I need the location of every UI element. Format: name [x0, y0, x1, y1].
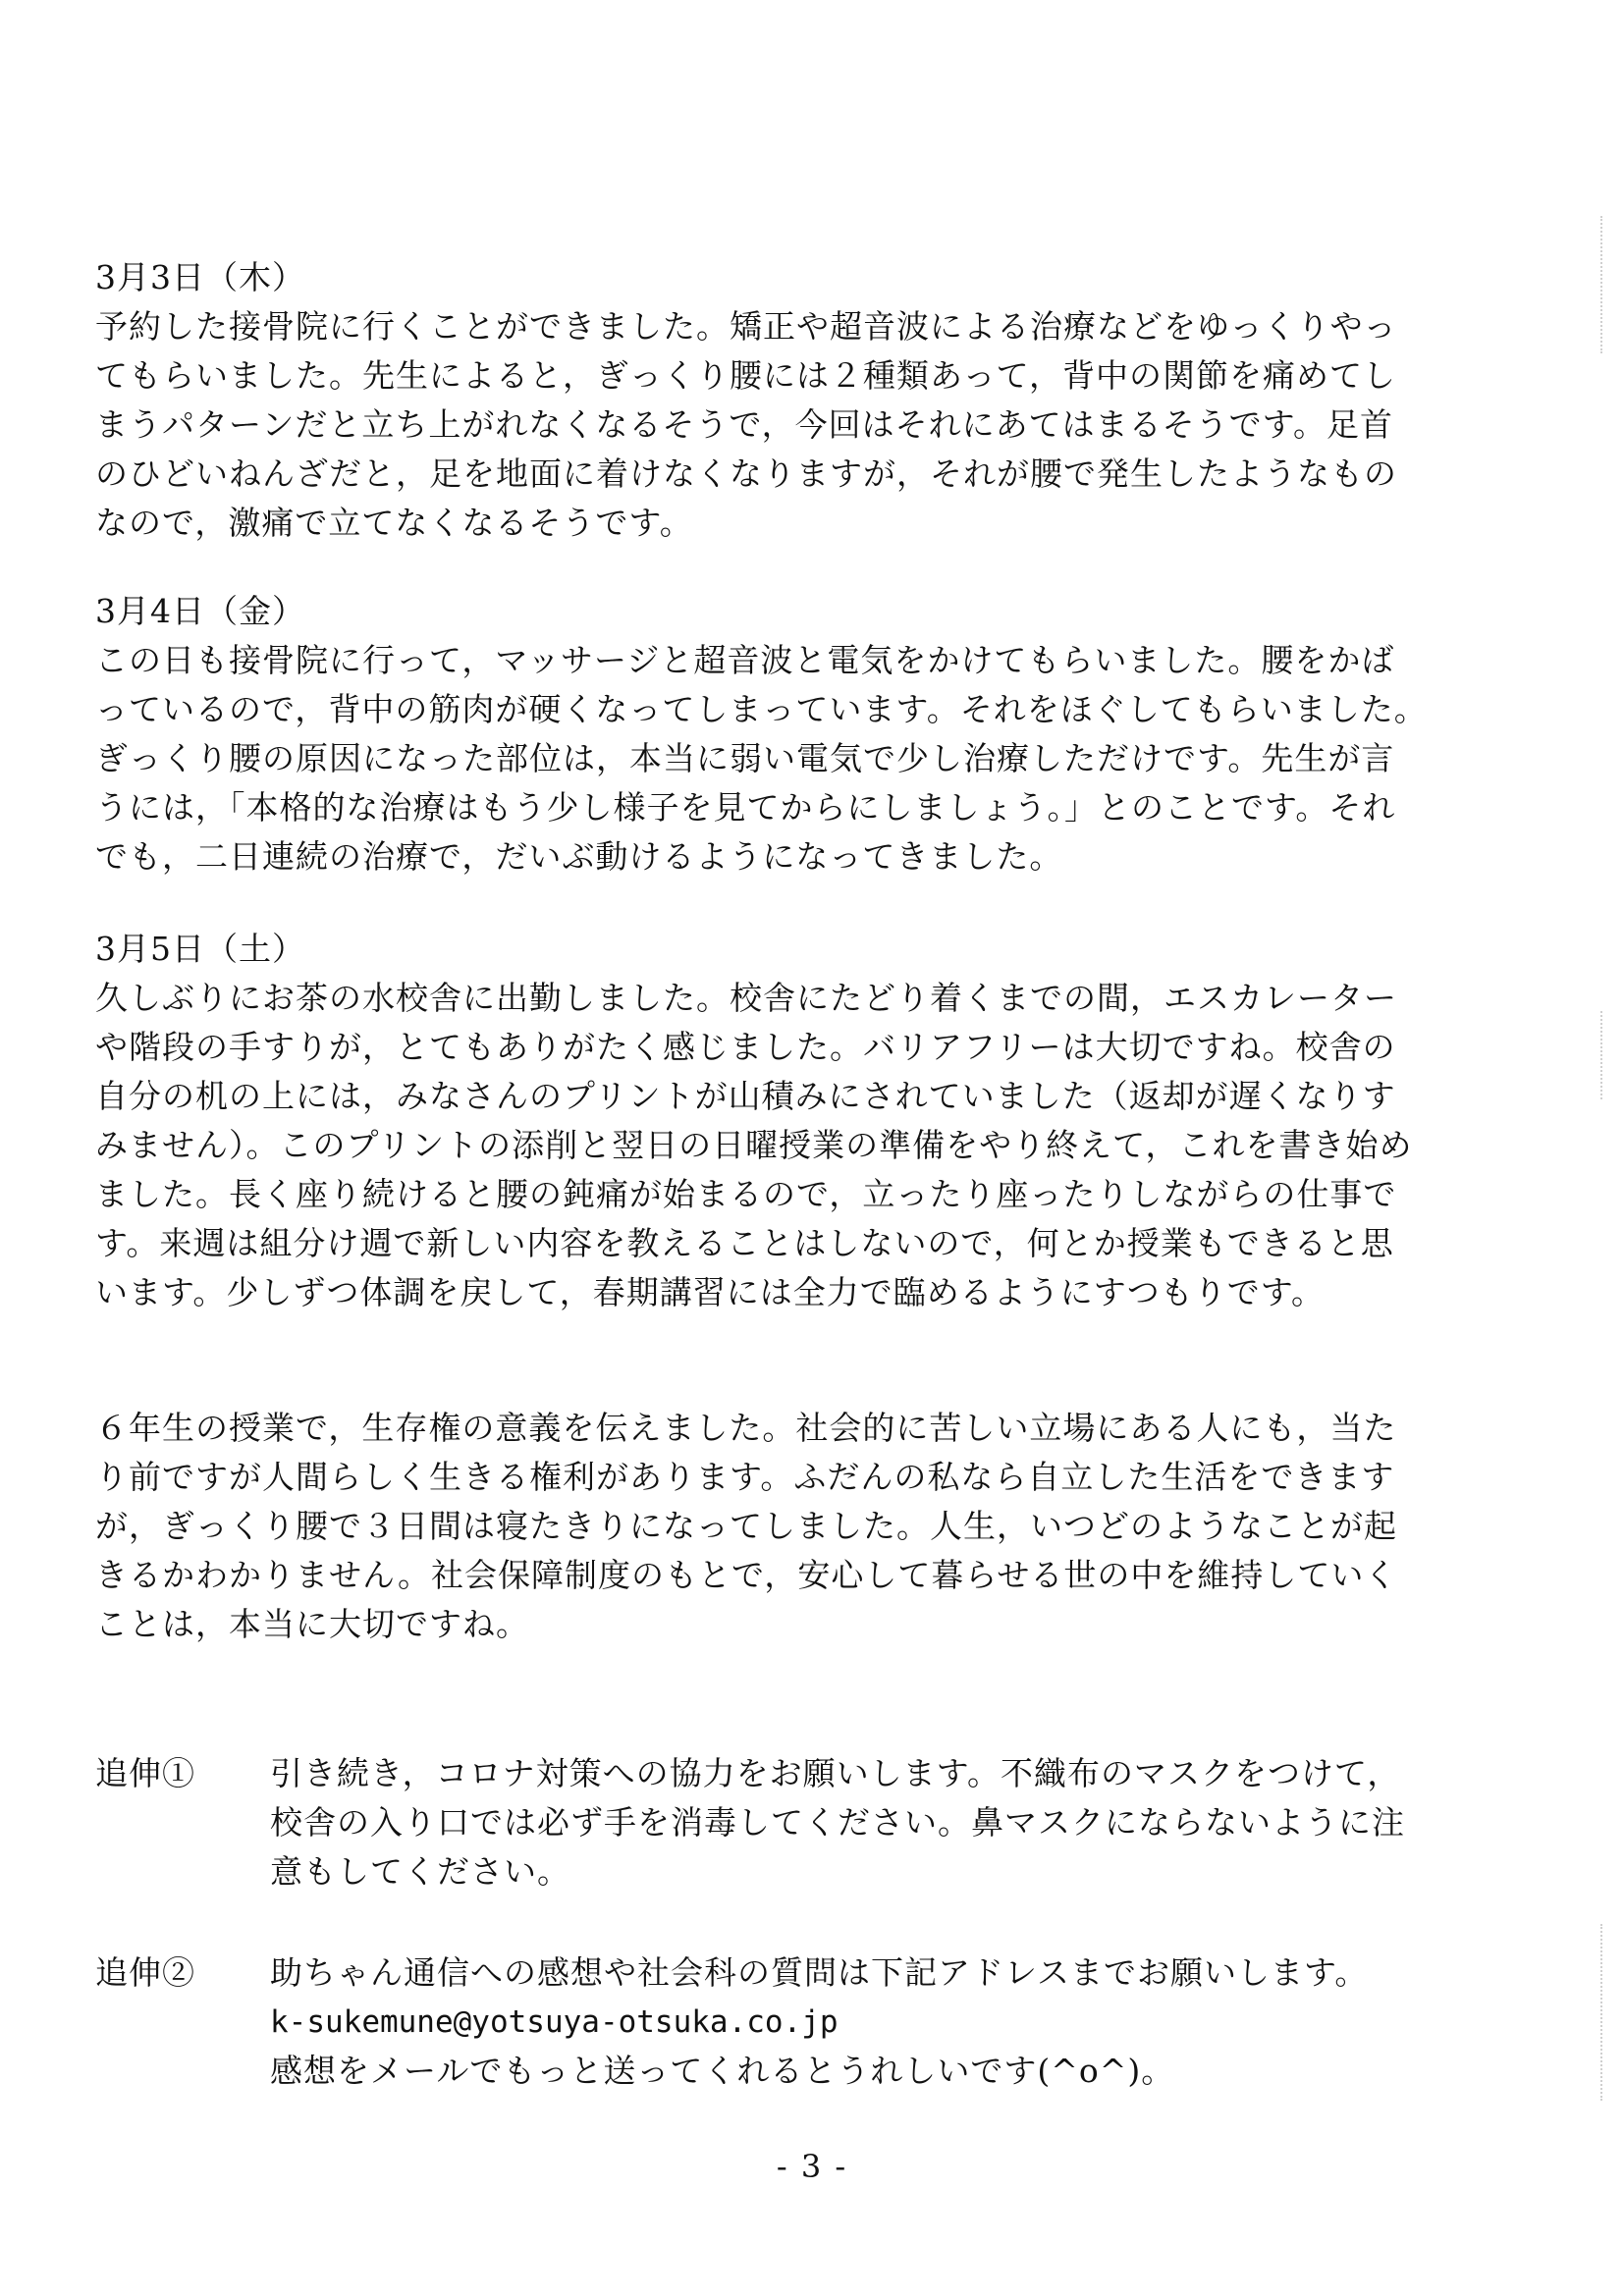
entry-text-line: てもらいました。先生によると，ぎっくり腰には２種類あって，背中の関節を痛めてし [95, 356, 1397, 395]
entry-text-line: この日も接骨院に行って，マッサージと超音波と電気をかけてもらいました。腰をかば [95, 641, 1395, 679]
postscript-label: 追伸② [95, 1953, 195, 1992]
postscript-text-line: 助ちゃん通信への感想や社会科の質問は下記アドレスまでお願いします。 [270, 1953, 1369, 1992]
entry-text-line: 久しぶりにお茶の水校舎に出勤しました。校舎にたどり着くまでの間，エスカレーター [95, 979, 1397, 1017]
entry-text-line: や階段の手すりが，とてもありがたく感じました。バリアフリーは大切ですね。校舎の [95, 1028, 1396, 1066]
entry-text-line: でも，二日連続の治療で，だいぶ動けるようになってきました。 [95, 837, 1063, 876]
postscript-text-line: 感想をメールでもっと送ってくれるとうれしいです(^o^)。 [270, 2052, 1175, 2090]
page-number: - 3 - [776, 2148, 848, 2185]
postscript-label: 追伸① [95, 1754, 195, 1792]
entry-text-line: っているので，背中の筋肉が硬くなってしまっています。それをほぐしてもらいました。 [95, 690, 1428, 728]
email-address: k-sukemune@yotsuya-otsuka.co.jp [270, 2004, 839, 2040]
entry-date: 3月3日（木） [95, 258, 305, 296]
closing-text-line: ６年生の授業で，生存権の意義を伝えました。社会的に苦しい立場にある人にも，当た [95, 1409, 1397, 1447]
scan-edge-mark [1600, 1011, 1604, 1099]
closing-paragraph [95, 1404, 1509, 1649]
entry-text-line: まうパターンだと立ち上がれなくなるそうで，今回はそれにあてはまるそうです。足首 [95, 405, 1394, 444]
closing-text-line: が，ぎっくり腰で３日間は寝たきりになってしました。人生，いつどのようなことが起 [95, 1507, 1397, 1545]
postscript-text-line: 引き続き，コロナ対策への協力をお願いします。不織布のマスクをつけて， [270, 1754, 1401, 1792]
entry-text-line: のひどいねんざだと，足を地面に着けなくなりますが，それが腰で発生したようなもの [95, 454, 1397, 493]
closing-text-line: ことは，本当に大切ですね。 [95, 1605, 529, 1643]
entry-text-line: なので，激痛で立てなくなるそうです。 [95, 504, 693, 542]
scan-edge-mark [1600, 1924, 1604, 2101]
entry-text-line: 自分の机の上には，みなさんのプリントが山積みにされていました（返却が遅くなりす [95, 1077, 1396, 1115]
entry-text-line: みません）。このプリントの添削と翌日の日曜授業の準備をやり終えて，これを書き始め [95, 1126, 1413, 1164]
scan-edge-mark [1600, 216, 1604, 353]
entry-text-line: 予約した接骨院に行くことができました。矯正や超音波による治療などをゆっくりやっ [95, 307, 1397, 346]
postscript-text-line: 校舎の入り口では必ず手を消毒してください。鼻マスクにならないように注 [270, 1803, 1405, 1842]
closing-text-line: り前ですが人間らしく生きる権利があります。ふだんの私なら自立した生活をできます [95, 1458, 1395, 1496]
postscript-body [270, 1749, 1517, 1896]
entry-text-line: います。少しずつ体調を戻して，春期講習には全力で臨めるようにすつもりです。 [95, 1273, 1326, 1311]
postscript-body [270, 1949, 1517, 2096]
entry-text-line: うには，「本格的な治療はもう少し様子を見てからにしましょう。」とのことです。それ [95, 788, 1396, 827]
entry-text-line: ました。長く座り続けると腰の鈍痛が始まるので，立ったり座ったりしながらの仕事で [95, 1175, 1397, 1213]
closing-text-line: きるかわかりません。社会保障制度のもとで，安心して暮らせる世の中を維持していく [95, 1556, 1398, 1594]
entry-text-line: ぎっくり腰の原因になった部位は，本当に弱い電気で少し治療しただけです。先生が言 [95, 739, 1395, 777]
diary-entry-mar5 [95, 925, 1509, 1317]
diary-entry-mar4 [95, 587, 1509, 881]
postscript-text-line: 意もしてください。 [270, 1852, 570, 1891]
entry-date: 3月4日（金） [95, 592, 305, 630]
entry-text-line: す。来週は組分け週で新しい内容を教えることはしないので，何とか授業もできると思 [95, 1224, 1394, 1262]
entry-date: 3月5日（土） [95, 930, 305, 968]
diary-entry-mar3 [95, 253, 1509, 548]
